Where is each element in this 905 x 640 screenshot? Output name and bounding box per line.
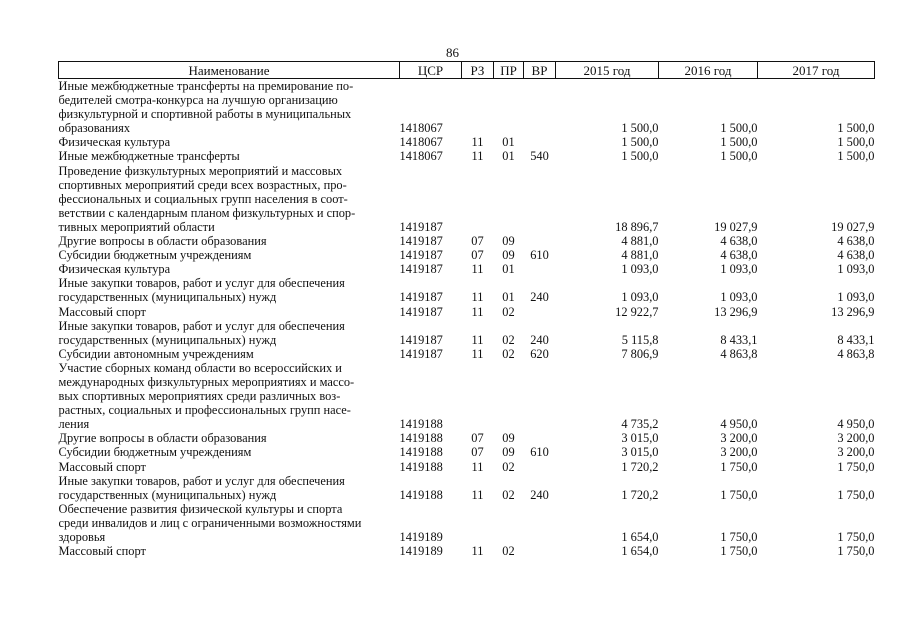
cell-pr: [494, 502, 524, 544]
cell-y2016: 4 950,0: [720, 417, 758, 432]
cell-vr: 240: [530, 332, 549, 347]
cell-y2017: 4 863,8: [837, 346, 875, 361]
table-row: [59, 135, 875, 149]
cell-y2015: 12 922,7: [615, 304, 659, 319]
cell-name: Иные межбюджетные трансферты: [58, 149, 240, 164]
cell-y2016: 1 750,0: [720, 530, 758, 544]
cell-rz: 07: [471, 248, 484, 263]
cell-y2016: 1 500,0: [720, 121, 758, 136]
cell-vr: 240: [530, 290, 549, 305]
cell-y2017: 1 093,0: [837, 290, 875, 305]
cell-y2016: 1 750,0: [720, 544, 758, 559]
cell-rz: 11: [471, 304, 484, 319]
cell-y2015: 7 806,9: [621, 346, 659, 361]
cell-y2015: 1 093,0: [621, 262, 659, 277]
header-rz: РЗ: [462, 62, 494, 79]
cell-pr: 02: [502, 346, 515, 361]
cell-rz: [462, 502, 494, 544]
header-csr: ЦСР: [400, 62, 462, 79]
cell-y2016: 4 863,8: [720, 346, 758, 361]
cell-pr: 09: [502, 234, 515, 249]
table-row: [59, 234, 875, 248]
cell-pr: 01: [502, 149, 515, 164]
cell-csr: 1418067: [399, 121, 443, 136]
cell-pr: 01: [502, 135, 515, 150]
cell-vr: 620: [530, 346, 549, 361]
cell-vr: [524, 234, 556, 248]
cell-rz: 11: [471, 135, 484, 150]
cell-csr: 1419187: [399, 346, 443, 361]
cell-csr: 1419187: [399, 234, 443, 249]
cell-pr: 02: [502, 459, 515, 474]
cell-y2017: 1 500,0: [837, 135, 875, 150]
cell-y2015: 1 654,0: [621, 544, 659, 559]
cell-y2015: 4 881,0: [621, 234, 659, 249]
cell-csr: 1419187: [399, 332, 443, 347]
cell-name: Участие сборных команд области во всероссийских и международных физкультурных мероприятиях и массо- вых спортивных мероприятиях среди различных воз- растных, социальных и профессиональных групп насе- ления: [58, 360, 355, 432]
cell-csr: 1419188: [399, 459, 443, 474]
cell-name: Иные закупки товаров, работ и услуг для обеспечения государственных (муниципальных) нужд: [58, 318, 345, 347]
cell-y2016: 1 500,0: [720, 135, 758, 150]
cell-csr: 1419189: [399, 544, 443, 559]
cell-y2016: 3 200,0: [720, 445, 758, 460]
cell-name: Другие вопросы в области образования: [58, 431, 267, 446]
cell-name: Субсидии бюджетным учреждениям: [58, 445, 252, 460]
cell-name: Субсидии автономным учреждениям: [58, 346, 254, 361]
cell-csr: 1419189: [399, 530, 443, 544]
cell-csr: 1419187: [399, 304, 443, 319]
cell-y2015: 1 093,0: [621, 290, 659, 305]
table-row: [59, 276, 875, 304]
table-row: [59, 502, 875, 544]
cell-rz: 11: [471, 487, 484, 502]
cell-vr: 610: [530, 248, 549, 263]
cell-vr: [524, 79, 556, 136]
cell-rz: 07: [471, 431, 484, 446]
table-row: [59, 544, 875, 558]
cell-y2016: 13 296,9: [714, 304, 758, 319]
cell-y2015: 1 720,2: [621, 487, 659, 502]
cell-pr: [494, 361, 524, 431]
cell-y2015: 1 500,0: [621, 135, 659, 150]
table-row: [59, 79, 875, 136]
cell-y2017: 13 296,9: [831, 304, 875, 319]
cell-name: Субсидии бюджетным учреждениям: [58, 248, 252, 263]
cell-y2015: 1 720,2: [621, 459, 659, 474]
cell-y2017: 3 200,0: [837, 431, 875, 446]
cell-csr: 1419188: [399, 417, 443, 432]
table-row: [59, 149, 875, 163]
header-2016: 2016 год: [659, 62, 758, 79]
cell-csr: 1419188: [399, 431, 443, 446]
cell-name: Массовый спорт: [58, 304, 146, 319]
table-row: [59, 474, 875, 502]
cell-pr: 09: [502, 248, 515, 263]
cell-pr: 01: [502, 290, 515, 305]
cell-y2017: 1 500,0: [837, 121, 875, 136]
table-row: [59, 164, 875, 234]
cell-y2016: 3 200,0: [720, 431, 758, 446]
cell-name: Массовый спорт: [58, 459, 146, 474]
cell-y2017: 4 638,0: [837, 248, 875, 263]
cell-pr: [494, 79, 524, 136]
cell-csr: 1419187: [399, 290, 443, 305]
table-header: [59, 62, 875, 79]
cell-rz: 11: [471, 149, 484, 164]
cell-y2016: 1 093,0: [720, 262, 758, 277]
cell-y2017: 4 638,0: [837, 234, 875, 249]
cell-y2016: 1 750,0: [720, 459, 758, 474]
cell-y2017: 19 027,9: [831, 219, 875, 234]
cell-vr: 610: [530, 445, 549, 460]
cell-vr: [524, 431, 556, 445]
cell-pr: 02: [502, 487, 515, 502]
cell-y2017: 3 200,0: [837, 445, 875, 460]
cell-vr: [524, 361, 556, 431]
cell-y2017: 1 750,0: [837, 487, 875, 502]
table-row: [59, 347, 875, 361]
cell-name: Иные межбюджетные трансферты на премирование по- бедителей смотра-конкурса на лучшую организацию физкультурной и спортивной работы в муниципальных образованиях: [58, 79, 354, 136]
cell-y2015: 1 654,0: [621, 530, 659, 544]
cell-y2016: 1 500,0: [720, 149, 758, 164]
table-row: [59, 319, 875, 347]
cell-y2015: 1 500,0: [621, 121, 659, 136]
cell-pr: [494, 164, 524, 234]
cell-y2017: 4 950,0: [837, 417, 875, 432]
cell-pr: 09: [502, 431, 515, 446]
cell-y2015: 4 881,0: [621, 248, 659, 263]
cell-y2017: 1 750,0: [837, 530, 875, 544]
cell-rz: 07: [471, 234, 484, 249]
cell-vr: 240: [530, 487, 549, 502]
table-row: [59, 305, 875, 319]
cell-csr: 1419187: [399, 248, 443, 263]
cell-y2016: 1 750,0: [720, 487, 758, 502]
table-row: [59, 431, 875, 445]
cell-pr: 01: [502, 262, 515, 277]
cell-name: Обеспечение развития физической культуры и спорта среди инвалидов и лиц с ограниченными возможностями здоровья: [58, 501, 362, 544]
cell-csr: 1419188: [399, 445, 443, 460]
cell-csr: 1418067: [399, 135, 443, 150]
cell-rz: 11: [471, 459, 484, 474]
cell-vr: [524, 164, 556, 234]
cell-rz: [462, 164, 494, 234]
table-row: [59, 460, 875, 474]
cell-name: Физическая культура: [58, 262, 171, 277]
cell-y2015: 3 015,0: [621, 431, 659, 446]
cell-rz: 11: [471, 346, 484, 361]
cell-vr: [524, 135, 556, 149]
cell-vr: 540: [530, 149, 549, 164]
cell-y2016: 4 638,0: [720, 234, 758, 249]
cell-csr: 1419188: [399, 487, 443, 502]
cell-y2017: 1 750,0: [837, 459, 875, 474]
cell-rz: [462, 361, 494, 431]
table-row: [59, 445, 875, 459]
cell-rz: 11: [471, 290, 484, 305]
cell-y2016: 19 027,9: [714, 219, 758, 234]
cell-pr: 02: [502, 304, 515, 319]
cell-name: Массовый спорт: [58, 544, 146, 559]
header-2015: 2015 год: [556, 62, 659, 79]
table-body: [59, 79, 875, 559]
cell-y2017: 8 433,1: [837, 332, 875, 347]
table-row: [59, 262, 875, 276]
cell-y2016: 1 093,0: [720, 290, 758, 305]
cell-y2015: 18 896,7: [615, 219, 659, 234]
cell-csr: 1419187: [399, 262, 443, 277]
header-name: Наименование: [59, 62, 400, 79]
cell-rz: 11: [471, 332, 484, 347]
cell-y2015: 5 115,8: [621, 332, 659, 347]
cell-y2015: 1 500,0: [621, 149, 659, 164]
table-row: [59, 361, 875, 431]
cell-y2017: 1 093,0: [837, 262, 875, 277]
cell-vr: [524, 262, 556, 276]
cell-pr: 02: [502, 332, 515, 347]
cell-name: Иные закупки товаров, работ и услуг для обеспечения государственных (муниципальных) нужд: [58, 276, 345, 305]
cell-csr: 1419187: [399, 219, 443, 234]
cell-name: Проведение физкультурных мероприятий и массовых спортивных мероприятий среди всех возрастных, про- фессиональных и социальных групп населения в соот- ветствии с календарным планом физкультурных и спор- тивных мероприятий области: [58, 163, 356, 234]
header-vr: ВР: [524, 62, 556, 79]
cell-pr: 09: [502, 445, 515, 460]
cell-y2017: 1 500,0: [837, 149, 875, 164]
header-2017: 2017 год: [758, 62, 875, 79]
cell-name: Другие вопросы в области образования: [58, 234, 267, 249]
cell-y2016: 4 638,0: [720, 248, 758, 263]
cell-y2017: 1 750,0: [837, 544, 875, 559]
cell-vr: [524, 460, 556, 474]
cell-name: Иные закупки товаров, работ и услуг для обеспечения государственных (муниципальных) нужд: [58, 473, 345, 502]
cell-y2015: 3 015,0: [621, 445, 659, 460]
cell-name: Физическая культура: [58, 135, 171, 150]
header-pr: ПР: [494, 62, 524, 79]
cell-rz: 11: [471, 544, 484, 559]
cell-pr: 02: [502, 544, 515, 559]
cell-vr: [524, 305, 556, 319]
cell-vr: [524, 544, 556, 558]
cell-csr: 1418067: [399, 149, 443, 164]
budget-table: [58, 61, 875, 558]
table-row: [59, 248, 875, 262]
page-number: 86: [446, 45, 459, 60]
cell-rz: 11: [471, 262, 484, 277]
cell-y2016: 8 433,1: [720, 332, 758, 347]
cell-y2015: 4 735,2: [621, 417, 659, 432]
cell-rz: [462, 79, 494, 136]
cell-vr: [524, 502, 556, 544]
cell-rz: 07: [471, 445, 484, 460]
